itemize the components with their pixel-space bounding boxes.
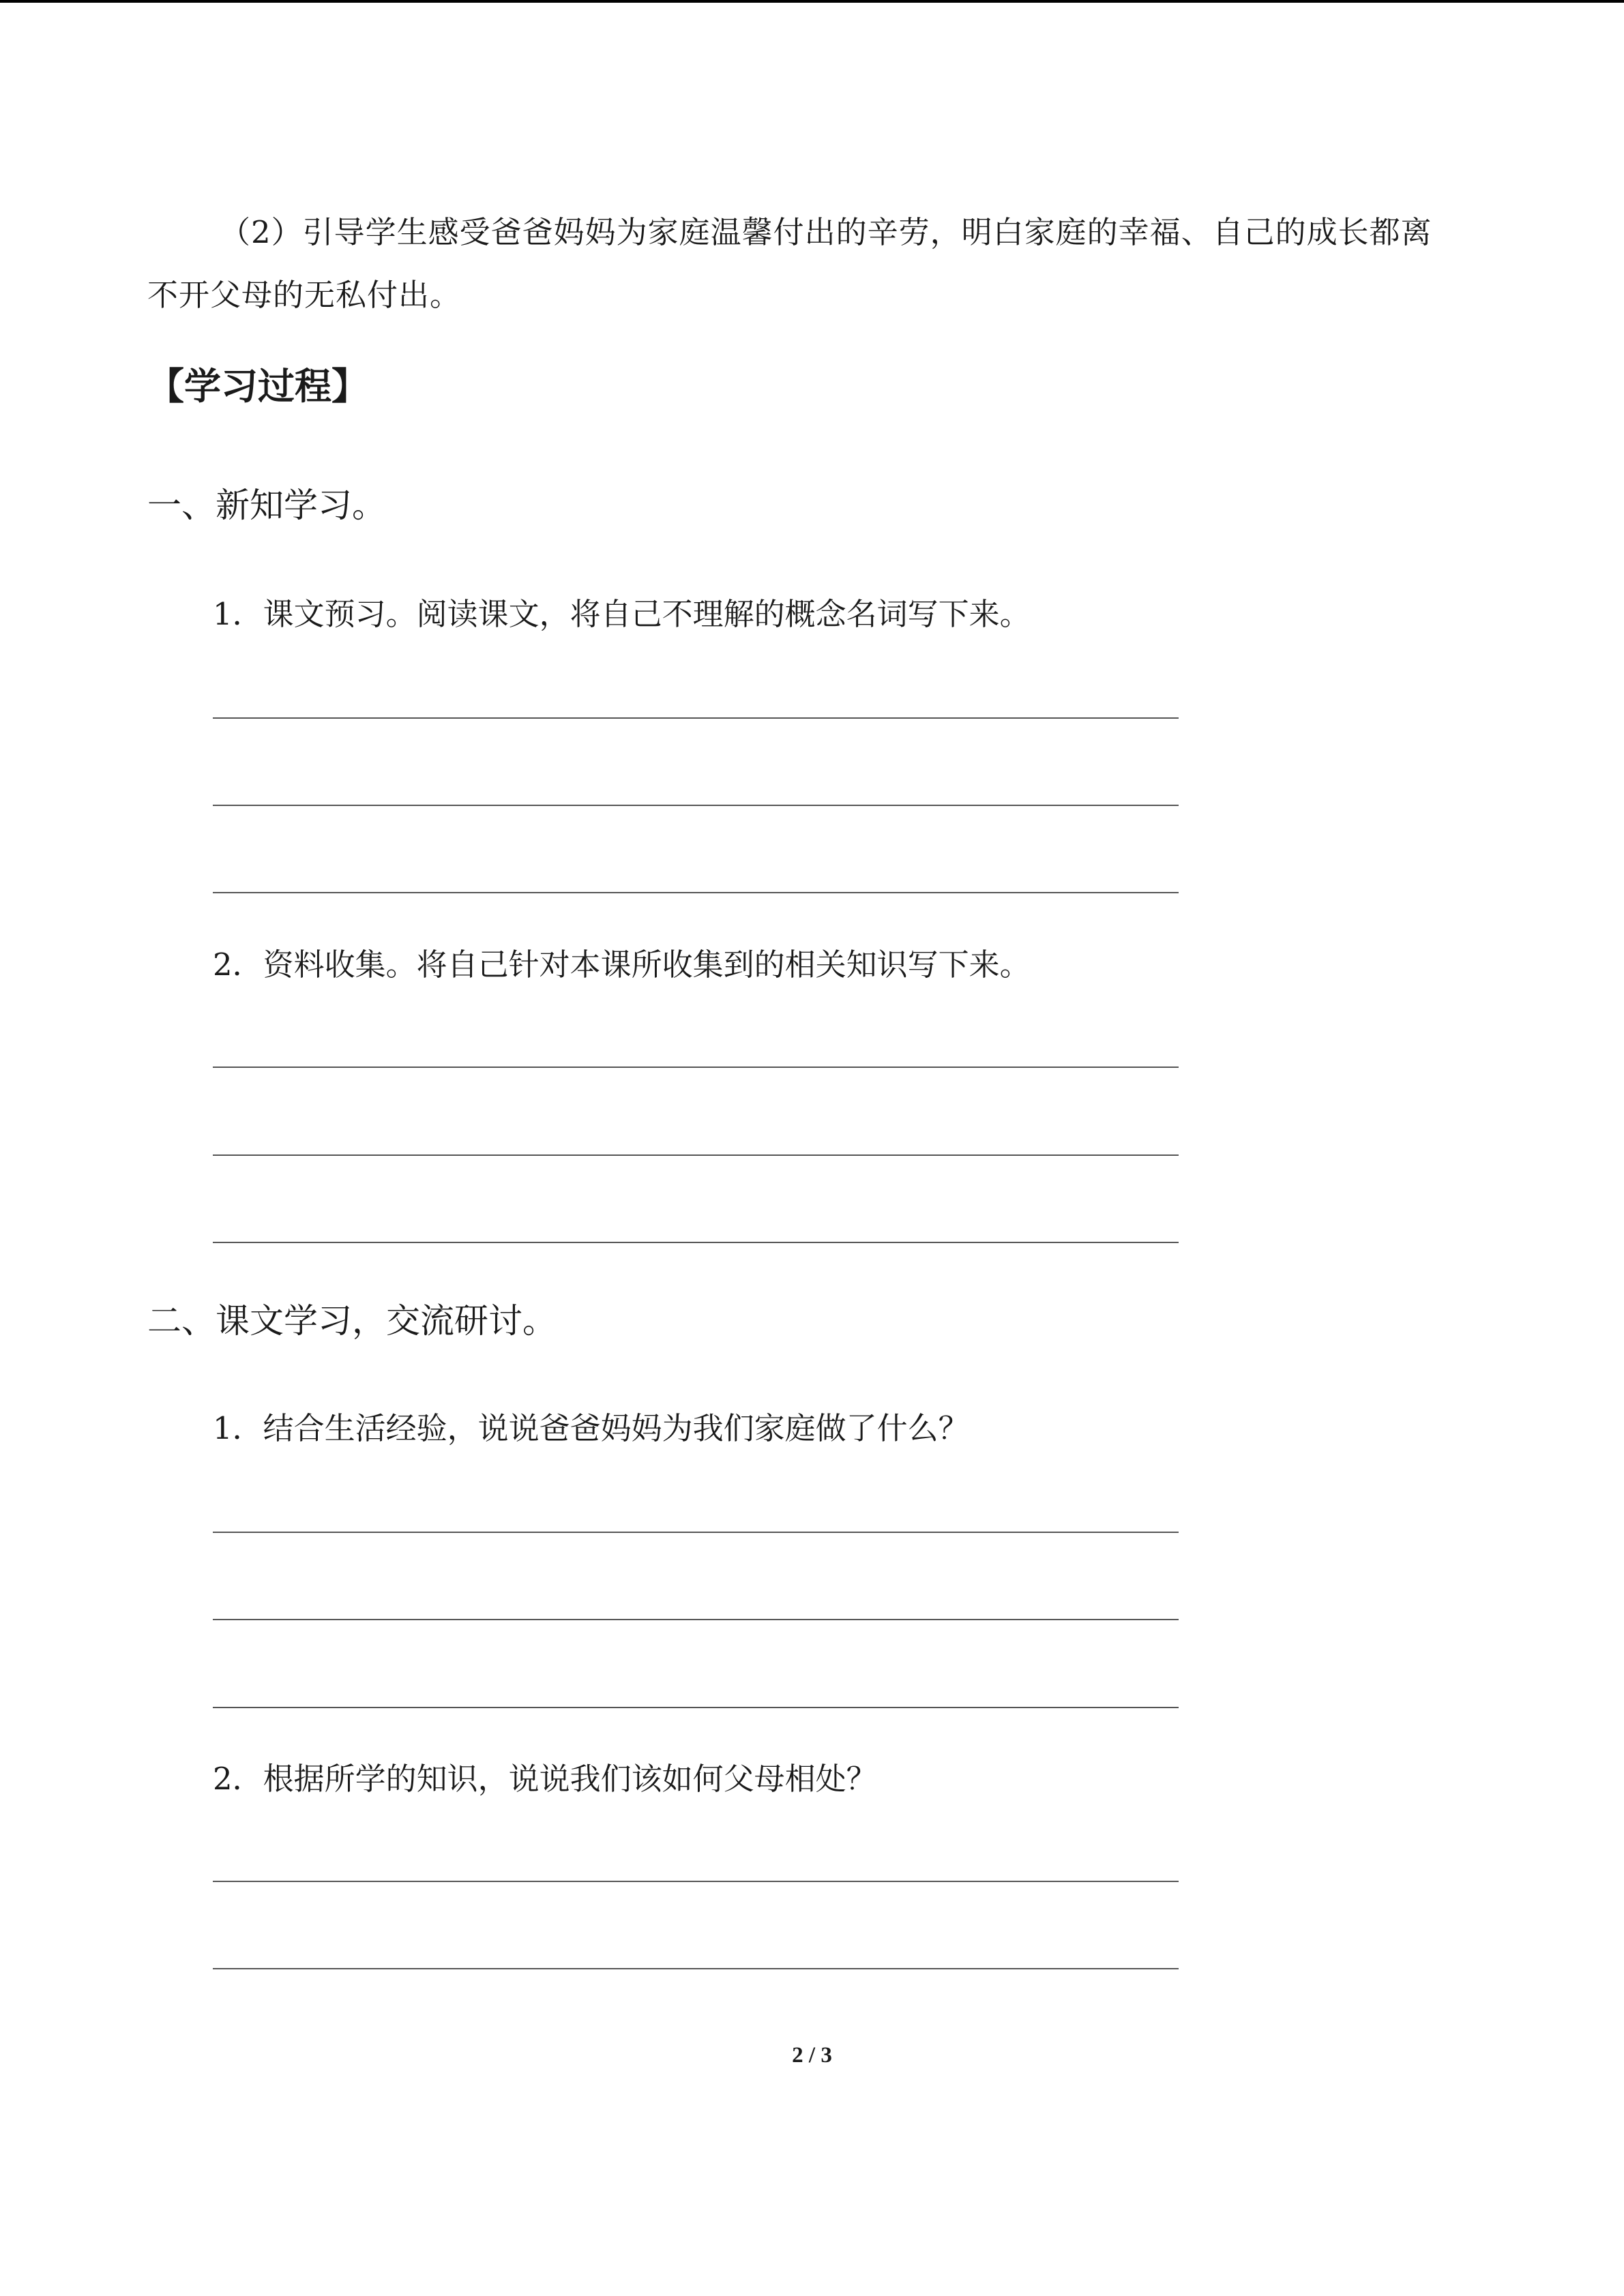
section-2-question-1: 1．结合生活经验，说说爸爸妈妈为我们家庭做了什么？: [213, 1410, 969, 1446]
section-1-title: 一、新知学习。: [147, 486, 386, 525]
answer-line[interactable]: [213, 717, 1179, 719]
answer-line[interactable]: [213, 805, 1179, 806]
page-number: 2 / 3: [792, 2043, 832, 2068]
section-1-question-2: 2．资料收集。将自己针对本课所收集到的相关知识写下来。: [213, 946, 1031, 983]
intro-line-2: 不开父母的无私付出。: [147, 277, 462, 313]
section-1-question-1: 1．课文预习。阅读课文，将自己不理解的概念名词写下来。: [213, 596, 1031, 632]
answer-line[interactable]: [213, 1881, 1179, 1882]
section-2-title: 二、课文学习，交流研讨。: [147, 1301, 557, 1341]
answer-line[interactable]: [213, 1968, 1179, 1969]
learning-process-heading: 【学习过程】: [147, 365, 368, 408]
answer-line[interactable]: [213, 1707, 1179, 1708]
intro-line-1: （2）引导学生感受爸爸妈妈为家庭温馨付出的辛劳，明白家庭的幸福、自己的成长都离: [220, 214, 1432, 250]
answer-line[interactable]: [213, 1619, 1179, 1620]
answer-line[interactable]: [213, 892, 1179, 893]
answer-line[interactable]: [213, 1532, 1179, 1533]
answer-line[interactable]: [213, 1154, 1179, 1156]
page-top-border: [0, 0, 1624, 3]
answer-line[interactable]: [213, 1242, 1179, 1243]
section-2-question-2: 2．根据所学的知识，说说我们该如何父母相处？: [213, 1761, 877, 1797]
answer-line[interactable]: [213, 1067, 1179, 1068]
